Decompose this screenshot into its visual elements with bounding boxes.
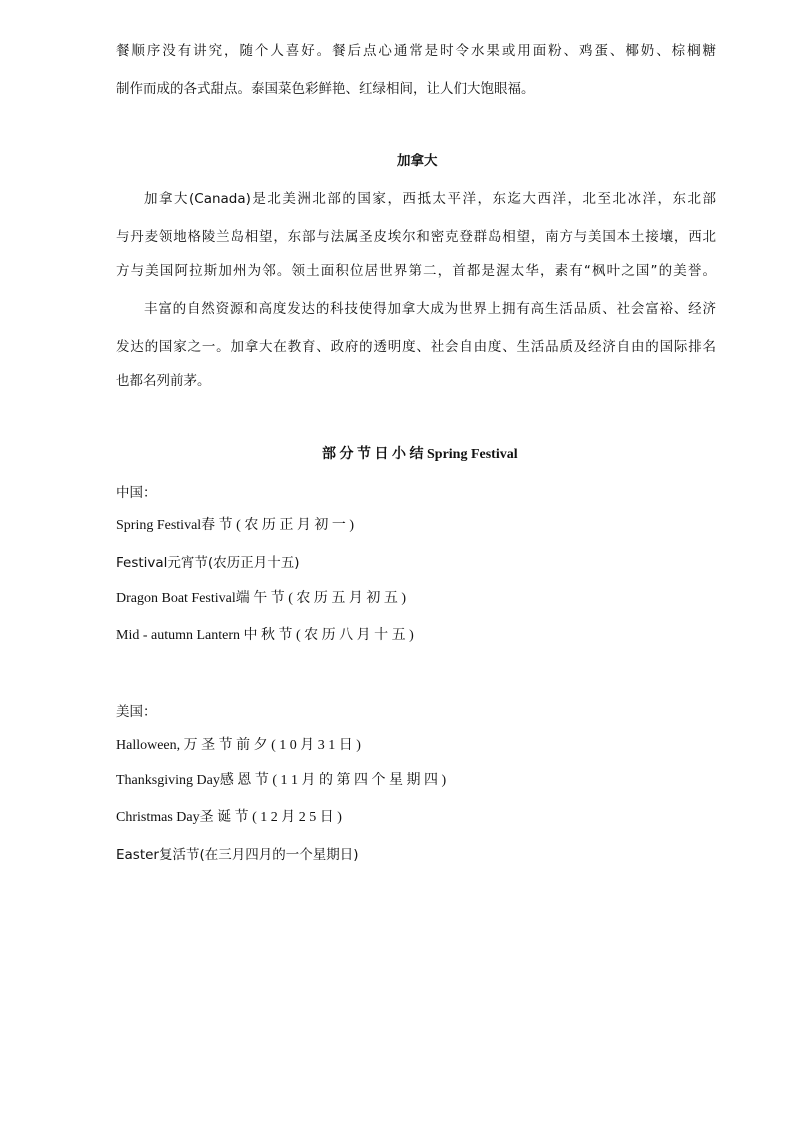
canada-paragraph2-line-1: 丰富的自然资源和高度发达的科技使得加拿大成为世界上拥有高生活品质、社会富裕、经济	[144, 301, 716, 317]
thailand-paragraph-line-2: 制作而成的各式甜点。泰国菜色彩鲜艳、红绿相间，让人们大饱眼福。	[116, 81, 535, 97]
canada-paragraph1-line-3: 方与美国阿拉斯加州为邻。领土面积位居世界第二，首都是渥太华，素有“枫叶之国”的美誉。	[116, 263, 716, 279]
usa-festival-item: Christmas Day圣 诞 节 ( 1 2 月 2 5 日 )	[116, 810, 342, 825]
canada-paragraph1-line-1: 加拿大(Canada)是北美洲北部的国家，西抵太平洋，东迄大西洋，北至北冰洋，东北部	[144, 191, 716, 207]
canada-paragraph1-line-2: 与丹麦领地格陵兰岛相望，东部与法属圣皮埃尔和密克登群岛相望，南方与美国本土接壤，西北	[116, 229, 716, 245]
thailand-paragraph-line-1: 餐顺序没有讲究，随个人喜好。餐后点心通常是时令水果或用面粉、鸡蛋、椰奶、棕榈糖	[116, 43, 716, 59]
usa-festival-item: Easter复活节(在三月四月的一个星期日)	[116, 847, 359, 863]
usa-label: 美国：	[116, 704, 157, 720]
china-festival-item: Dragon Boat Festival端 午 节 ( 农 历 五 月 初 五 )	[116, 591, 407, 606]
china-festival-item: Mid - autumn Lantern 中 秋 节 ( 农 历 八 月 十 五 )	[116, 628, 414, 643]
canada-paragraph2-line-3: 也都名列前茅。	[116, 373, 211, 389]
china-festival-item: Festival元宵节(农历正月十五)	[116, 555, 300, 571]
usa-festival-item: Thanksgiving Day感 恩 节 ( 1 1 月 的 第 四 个 星 期 四 )	[116, 773, 447, 788]
canada-paragraph2-line-2: 发达的国家之一。加拿大在教育、政府的透明度、社会自由度、生活品质及经济自由的国际排名	[116, 339, 716, 355]
canada-heading: 加拿大	[397, 153, 438, 169]
festivals-heading: 部 分 节 日 小 结 Spring Festival	[322, 447, 518, 462]
china-label: 中国：	[116, 485, 157, 501]
china-festival-item: Spring Festival春 节 ( 农 历 正 月 初 一 )	[116, 518, 354, 533]
usa-festival-item: Halloween, 万 圣 节 前 夕 ( 1 0 月 3 1 日 )	[116, 738, 361, 753]
